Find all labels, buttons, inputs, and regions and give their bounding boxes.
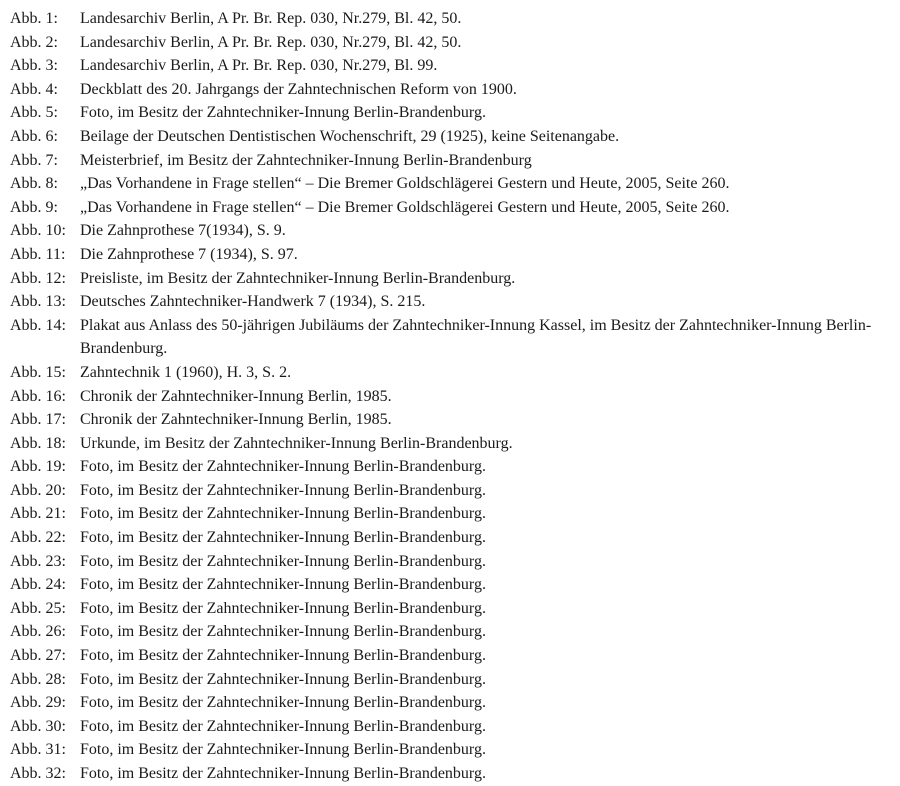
credit-entry xyxy=(10,408,890,432)
credit-entry xyxy=(10,762,890,786)
figure-number: Abb. 26: xyxy=(10,623,66,641)
credit-entry xyxy=(10,196,890,220)
figure-source: Foto, im Besitz der Zahntechniker-Innung Berlin-Brandenburg. xyxy=(80,104,486,122)
figure-source: „Das Vorhandene in Frage stellen“ – Die Bremer Goldschlägerei Gestern und Heute, 2005, Seite 260. xyxy=(80,175,730,193)
figure-source: Die Zahnprothese 7 (1934), S. 97. xyxy=(80,245,298,263)
figure-number: Abb. 12: xyxy=(10,269,66,287)
figure-number: Abb. 28: xyxy=(10,670,66,688)
figure-number: Abb. 16: xyxy=(10,387,66,405)
figure-source: Preisliste, im Besitz der Zahntechniker-Innung Berlin-Brandenburg. xyxy=(80,269,516,287)
credit-entry xyxy=(10,455,890,479)
credit-entry xyxy=(10,7,890,31)
credit-entry xyxy=(10,691,890,715)
credit-entry xyxy=(10,54,890,78)
figure-source: „Das Vorhandene in Frage stellen“ – Die Bremer Goldschlägerei Gestern und Heute, 2005, Seite 260. xyxy=(80,198,730,216)
figure-source: Deckblatt des 20. Jahrgangs der Zahntechnischen Reform von 1900. xyxy=(80,80,517,98)
credit-entry xyxy=(10,314,890,361)
figure-source: Foto, im Besitz der Zahntechniker-Innung Berlin-Brandenburg. xyxy=(80,741,486,759)
figure-number: Abb. 18: xyxy=(10,434,66,452)
figure-number: Abb. 23: xyxy=(10,552,66,570)
figure-source: Foto, im Besitz der Zahntechniker-Innung Berlin-Brandenburg. xyxy=(80,647,486,665)
figure-source: Foto, im Besitz der Zahntechniker-Innung Berlin-Brandenburg. xyxy=(80,623,486,641)
figure-number: Abb. 6: xyxy=(10,127,58,145)
figure-number: Abb. 21: xyxy=(10,505,66,523)
credit-entry xyxy=(10,479,890,503)
figure-number: Abb. 20: xyxy=(10,481,66,499)
figure-source: Foto, im Besitz der Zahntechniker-Innung Berlin-Brandenburg. xyxy=(80,599,486,617)
figure-source: Landesarchiv Berlin, A Pr. Br. Rep. 030, Nr.279, Bl. 99. xyxy=(80,57,438,75)
figure-source: Beilage der Deutschen Dentistischen Wochenschrift, 29 (1925), keine Seitenangabe. xyxy=(80,127,620,145)
figure-source: Plakat aus Anlass des 50-jährigen Jubiläums der Zahntechniker-Innung Kassel, im Besitz der Zahntechniker-Innung Berlin-Brandenburg. xyxy=(80,316,872,358)
figure-number: Abb. 31: xyxy=(10,741,66,759)
figure-source: Foto, im Besitz der Zahntechniker-Innung Berlin-Brandenburg. xyxy=(80,576,486,594)
figure-number: Abb. 15: xyxy=(10,363,66,381)
figure-source: Landesarchiv Berlin, A Pr. Br. Rep. 030, Nr.279, Bl. 42, 50. xyxy=(80,10,462,27)
figure-number: Abb. 5: xyxy=(10,104,58,122)
figure-number: Abb. 30: xyxy=(10,717,66,735)
credit-entry xyxy=(10,267,890,291)
figure-source: Chronik der Zahntechniker-Innung Berlin, 1985. xyxy=(80,411,392,429)
figure-source: Foto, im Besitz der Zahntechniker-Innung Berlin-Brandenburg. xyxy=(80,694,486,712)
credit-entry xyxy=(10,573,890,597)
figure-source: Foto, im Besitz der Zahntechniker-Innung Berlin-Brandenburg. xyxy=(80,505,486,523)
figure-source: Zahntechnik 1 (1960), H. 3, S. 2. xyxy=(80,363,292,381)
credit-entry xyxy=(10,290,890,314)
figure-number: Abb. 22: xyxy=(10,529,66,547)
credit-entry xyxy=(10,668,890,692)
figure-source: Foto, im Besitz der Zahntechniker-Innung Berlin-Brandenburg. xyxy=(80,529,486,547)
figure-number: Abb. 9: xyxy=(10,198,58,216)
figure-source: Deutsches Zahntechniker-Handwerk 7 (1934), S. 215. xyxy=(80,293,426,311)
figure-number: Abb. 7: xyxy=(10,151,58,169)
figure-number: Abb. 32: xyxy=(10,765,66,782)
credit-entry xyxy=(10,644,890,668)
figure-number: Abb. 10: xyxy=(10,222,66,240)
credit-entry xyxy=(10,243,890,267)
credit-entry xyxy=(10,620,890,644)
credit-entry xyxy=(10,78,890,102)
credit-entry xyxy=(10,31,890,55)
figure-number: Abb. 29: xyxy=(10,694,66,712)
figure-source: Chronik der Zahntechniker-Innung Berlin, 1985. xyxy=(80,387,392,405)
figure-number: Abb. 4: xyxy=(10,80,58,98)
credit-entry xyxy=(10,361,890,385)
figure-number: Abb. 13: xyxy=(10,293,66,311)
credit-entry xyxy=(10,597,890,621)
figure-source: Foto, im Besitz der Zahntechniker-Innung Berlin-Brandenburg. xyxy=(80,765,486,782)
figure-number: Abb. 19: xyxy=(10,458,66,476)
credit-entry xyxy=(10,502,890,526)
figure-number: Abb. 1: xyxy=(10,10,58,27)
figure-source: Foto, im Besitz der Zahntechniker-Innung Berlin-Brandenburg. xyxy=(80,717,486,735)
figure-number: Abb. 3: xyxy=(10,57,58,75)
figure-source: Foto, im Besitz der Zahntechniker-Innung Berlin-Brandenburg. xyxy=(80,552,486,570)
figure-source: Meisterbrief, im Besitz der Zahntechniker-Innung Berlin-Brandenburg xyxy=(80,151,532,169)
figure-number: Abb. 2: xyxy=(10,33,58,51)
credit-entry xyxy=(10,219,890,243)
figure-source: Foto, im Besitz der Zahntechniker-Innung Berlin-Brandenburg. xyxy=(80,670,486,688)
figure-number: Abb. 14: xyxy=(10,316,66,334)
credit-entry xyxy=(10,149,890,173)
credit-entry xyxy=(10,101,890,125)
credit-entry xyxy=(10,738,890,762)
figure-number: Abb. 24: xyxy=(10,576,66,594)
credit-entry xyxy=(10,172,890,196)
figure-number: Abb. 27: xyxy=(10,647,66,665)
figure-source: Urkunde, im Besitz der Zahntechniker-Innung Berlin-Brandenburg. xyxy=(80,434,513,452)
figure-number: Abb. 17: xyxy=(10,411,66,429)
figure-source: Foto, im Besitz der Zahntechniker-Innung Berlin-Brandenburg. xyxy=(80,481,486,499)
figure-source: Landesarchiv Berlin, A Pr. Br. Rep. 030, Nr.279, Bl. 42, 50. xyxy=(80,33,462,51)
credit-entry xyxy=(10,385,890,409)
credit-entry xyxy=(10,550,890,574)
credit-entry xyxy=(10,715,890,739)
figure-number: Abb. 11: xyxy=(10,245,66,263)
figure-credits-list xyxy=(10,7,890,786)
figure-number: Abb. 25: xyxy=(10,599,66,617)
credit-entry xyxy=(10,125,890,149)
credit-entry xyxy=(10,526,890,550)
figure-source: Foto, im Besitz der Zahntechniker-Innung Berlin-Brandenburg. xyxy=(80,458,486,476)
credit-entry xyxy=(10,432,890,456)
figure-source: Die Zahnprothese 7(1934), S. 9. xyxy=(80,222,286,240)
figure-number: Abb. 8: xyxy=(10,175,58,193)
